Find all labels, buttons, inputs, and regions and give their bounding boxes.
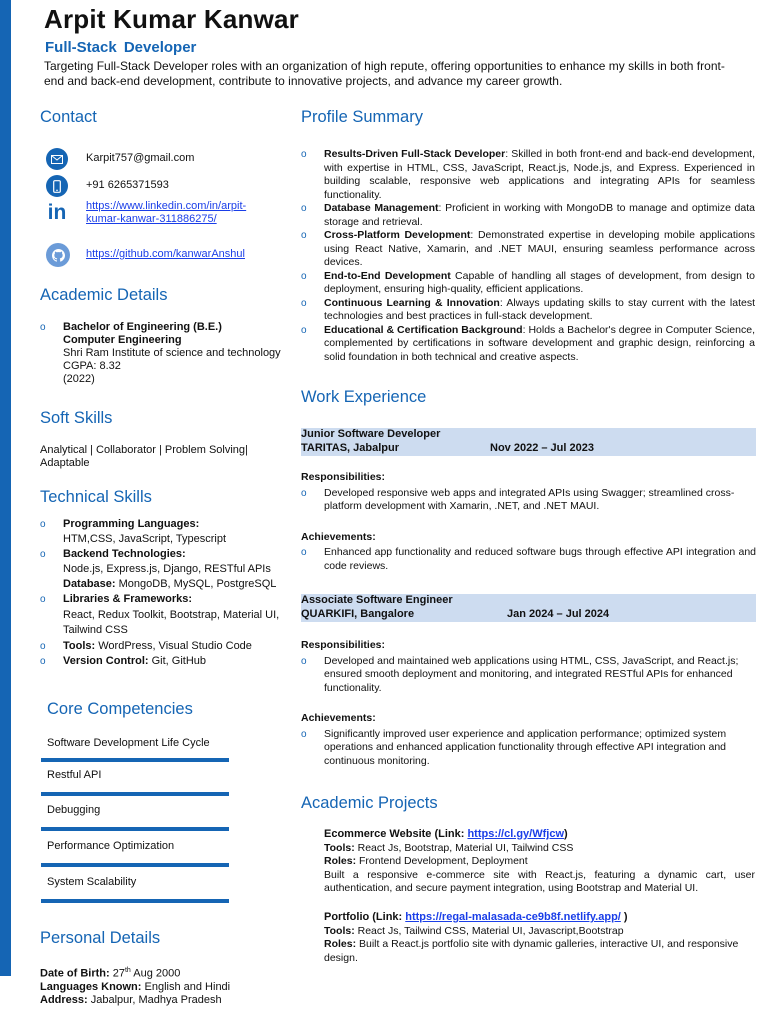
work-experience-heading: Work Experience — [301, 388, 427, 406]
job-details — [301, 639, 756, 768]
dob — [40, 964, 290, 981]
technical-skills-heading: Technical Skills — [40, 488, 152, 506]
languages-label: Languages Known: — [40, 980, 142, 993]
summary-head: Database Management — [324, 202, 439, 214]
candidate-role: Full-Stack Developer — [45, 39, 197, 56]
summary-head: Continuous Learning & Innovation — [324, 296, 500, 309]
academic-heading: Academic Details — [40, 286, 168, 304]
summary-head: Educational & Certification Background — [324, 323, 523, 336]
profile-summary-list — [301, 148, 755, 364]
branch: Computer Engineering — [63, 334, 182, 346]
dob-label: Date of Birth: — [40, 967, 110, 980]
summary-text: : Always updating skills to stay current with the latest technologies and best practices in full-stack development. — [324, 296, 756, 322]
address-label: Address: — [40, 993, 88, 1006]
responsibilities-label: Responsibilities: — [301, 471, 386, 483]
project-link[interactable]: https://regal-malasada-ce9b8f.netlify.app/ — [405, 911, 621, 923]
technical-skills-list — [40, 518, 289, 668]
dob-rest: Aug 2000 — [130, 967, 181, 980]
tech-label: o Programming Languages: — [63, 518, 200, 530]
competency-item: Restful API — [47, 769, 102, 781]
tech-item-frameworks — [40, 593, 289, 638]
tech-value: Git, GitHub — [148, 655, 207, 667]
tools-label: Tools: — [324, 841, 355, 854]
tech-item-languages — [40, 518, 289, 546]
achievement-item: o Significantly improved user experience and application performance; optimized system operations and enhanced application functionality through effective API integration and continuous monitoring. — [301, 728, 756, 769]
summary-head: End-to-End Development — [324, 269, 451, 282]
tools-value: React Js, Bootstrap, Material UI, Tailwind CSS — [354, 841, 574, 854]
achievements-label: Achievements: — [301, 712, 376, 724]
github-icon — [46, 243, 70, 267]
institute: Shri Ram Institute of science and technology — [63, 347, 281, 359]
responsibility-item: o Developed and maintained web applications using HTML, CSS, JavaScript, and React.js; ensured smooth deployment and monitoring, and integrated RESTful APIs for enhanced functionality. — [301, 655, 756, 696]
email-icon — [46, 148, 68, 170]
address — [40, 994, 290, 1007]
contact-email — [46, 148, 194, 170]
project-description: Built a responsive e-commerce site with React.js, featuring a dynamic cart, user authentication, and secure payment integration, using Bootstrap and Material UI. — [324, 868, 755, 894]
responsibilities-label: Responsibilities: — [301, 639, 386, 651]
linkedin-link[interactable]: https://www.linkedin.com/in/arpit-kumar-kanwar-311886275/ — [86, 200, 247, 225]
tech-label: Tools: — [63, 640, 96, 652]
summary-text: : Proficient in working with MongoDB to manage and optimize data storage and retrieval. — [324, 202, 755, 228]
summary-text: : Skilled in both front-end and back-end development, with expertise in HTML, CSS, JavaScript, React.js, Node.js, and Express. Experienced in building scalable, responsive web applications and integrating APIs for seamless functionality. — [324, 148, 755, 201]
phone-icon — [46, 175, 68, 197]
academic-details — [40, 321, 290, 386]
career-objective: Targeting Full-Stack Developer roles with an organization of high repute, offering opportunities to enhance my skills in both front-end and back-end development, contribute to innovative projects, and advance my career growth. — [44, 59, 725, 88]
summary-item — [301, 229, 755, 270]
roles-label: Roles: — [324, 855, 357, 867]
tech-label: Database: — [63, 578, 116, 590]
roles-value: Built a React.js portfolio site with dynamic galleries, interactive UI, and responsive design. — [324, 938, 739, 964]
job-position: Junior Software Developer — [301, 428, 441, 440]
address-value: Jabalpur, Madhya Pradesh — [87, 993, 222, 1006]
summary-item — [301, 297, 755, 324]
project-link[interactable]: https://cl.gy/Wfjcw — [467, 828, 565, 840]
contact-github — [46, 243, 245, 267]
competency-bar — [41, 827, 229, 831]
contact-linkedin — [46, 200, 266, 226]
summary-text: : Holds a Bachelor's degree in Computer Science, complemented by certifications in software development and graphic design, reinforcing a solid foundation in both technical and creative aspects. — [324, 323, 755, 363]
cgpa: CGPA: 8.32 — [63, 360, 121, 372]
soft-skills-text: Analytical | Collaborator | Problem Solving| Adaptable — [40, 444, 248, 469]
profile-summary-heading: Profile Summary — [301, 108, 423, 126]
academic-item — [40, 321, 290, 386]
job-company: QUARKIFI, Bangalore — [301, 607, 415, 620]
project-ecommerce — [324, 828, 755, 896]
job-details — [301, 471, 756, 573]
project-name: Ecommerce Website (Link: — [324, 828, 468, 840]
phone-text: +91 6265371593 — [86, 179, 169, 191]
soft-skills-heading: Soft Skills — [40, 409, 113, 427]
competency-item: System Scalability — [47, 876, 137, 888]
core-competencies-heading: Core Competencies — [47, 700, 193, 718]
tech-label: o Backend Technologies: — [63, 548, 186, 560]
tech-value: Node.js, Express.js, Django, RESTful APIs — [63, 563, 271, 575]
competency-item: Debugging — [47, 804, 101, 816]
github-link[interactable]: https://github.com/kanwarAnshul — [86, 248, 245, 260]
personal-details-heading: Personal Details — [40, 929, 161, 947]
job-company: TARITAS, Jabalpur — [301, 441, 399, 454]
project-portfolio — [324, 911, 744, 965]
personal-details — [40, 964, 290, 1007]
project-paren: ) — [620, 911, 628, 923]
academic-projects-heading: Academic Projects — [301, 794, 438, 812]
dob-day: 27 — [109, 967, 125, 980]
tools-label: Tools: — [324, 924, 355, 937]
tech-value: HTM,CSS, JavaScript, Typescript — [63, 533, 227, 545]
degree: o Bachelor of Engineering (B.E.) — [63, 321, 222, 333]
achievement-item: o Enhanced app functionality and reduced software bugs through effective API integration and code reviews. — [301, 546, 756, 573]
competency-bar — [41, 863, 229, 867]
tech-label: Version Control: — [63, 655, 149, 667]
competency-item: Performance Optimization — [47, 840, 175, 852]
email-text[interactable]: Karpit757@gmail.com — [86, 152, 195, 164]
contact-heading: Contact — [40, 108, 97, 126]
tools-value: React Js, Tailwind CSS, Material UI, Javascript,Bootstrap — [354, 924, 624, 937]
tech-value: React, Redux Toolkit, Bootstrap, Material UI, Tailwind CSS — [63, 609, 280, 636]
graduation-year: (2022) — [63, 373, 95, 385]
project-paren: ) — [564, 828, 568, 840]
summary-head: Cross-Platform Development — [324, 229, 471, 241]
languages-value: English and Hindi — [141, 980, 231, 993]
candidate-name: Arpit Kumar Kanwar — [44, 4, 299, 34]
summary-text: : Demonstrated expertise in developing mobile applications using React Native, Xamarin, and .NET MAUI, ensuring seamless performance across devices. — [324, 229, 756, 268]
responsibility-item: o Developed responsive web apps and integrated APIs using Swagger; streamlined cross-platform development with Xamarin, .NET, and .NET MAUI. — [301, 487, 756, 514]
competency-item: Software Development Life Cycle — [47, 737, 210, 749]
achievements-label: Achievements: — [301, 530, 376, 543]
tech-value: WordPress, Visual Studio Code — [95, 640, 252, 652]
competency-bar — [41, 899, 229, 903]
tech-value: MongoDB, MySQL, PostgreSQL — [115, 578, 277, 590]
tech-item-tools — [40, 640, 289, 653]
summary-head: Results-Driven Full-Stack Developer — [324, 148, 506, 160]
languages — [40, 981, 290, 994]
job-position: Associate Software Engineer — [301, 594, 453, 606]
tech-item-backend — [40, 548, 289, 591]
competency-bar — [41, 792, 229, 796]
roles-value: Frontend Development, Deployment — [356, 855, 528, 867]
tech-item-vcs — [40, 655, 289, 668]
tech-label: o Libraries & Frameworks: — [63, 593, 192, 605]
project-name: Portfolio (Link: — [324, 911, 406, 923]
job-header — [301, 428, 756, 456]
summary-item — [301, 324, 755, 365]
job-header — [301, 594, 756, 622]
roles-label: Roles: — [324, 938, 357, 950]
summary-item — [301, 148, 755, 202]
dob-sup: th — [124, 967, 131, 974]
contact-phone — [46, 175, 169, 197]
summary-text: Capable of handling all stages of development, from design to deployment, ensuring high-quality, efficient applications. — [324, 269, 756, 295]
job-dates: Jan 2024 – Jul 2024 — [507, 607, 610, 620]
competency-bar — [41, 758, 229, 762]
job-dates: Nov 2022 – Jul 2023 — [490, 441, 594, 454]
linkedin-icon: in — [47, 201, 67, 224]
summary-item — [301, 202, 755, 229]
summary-item — [301, 270, 755, 297]
left-accent-bar — [0, 0, 11, 976]
